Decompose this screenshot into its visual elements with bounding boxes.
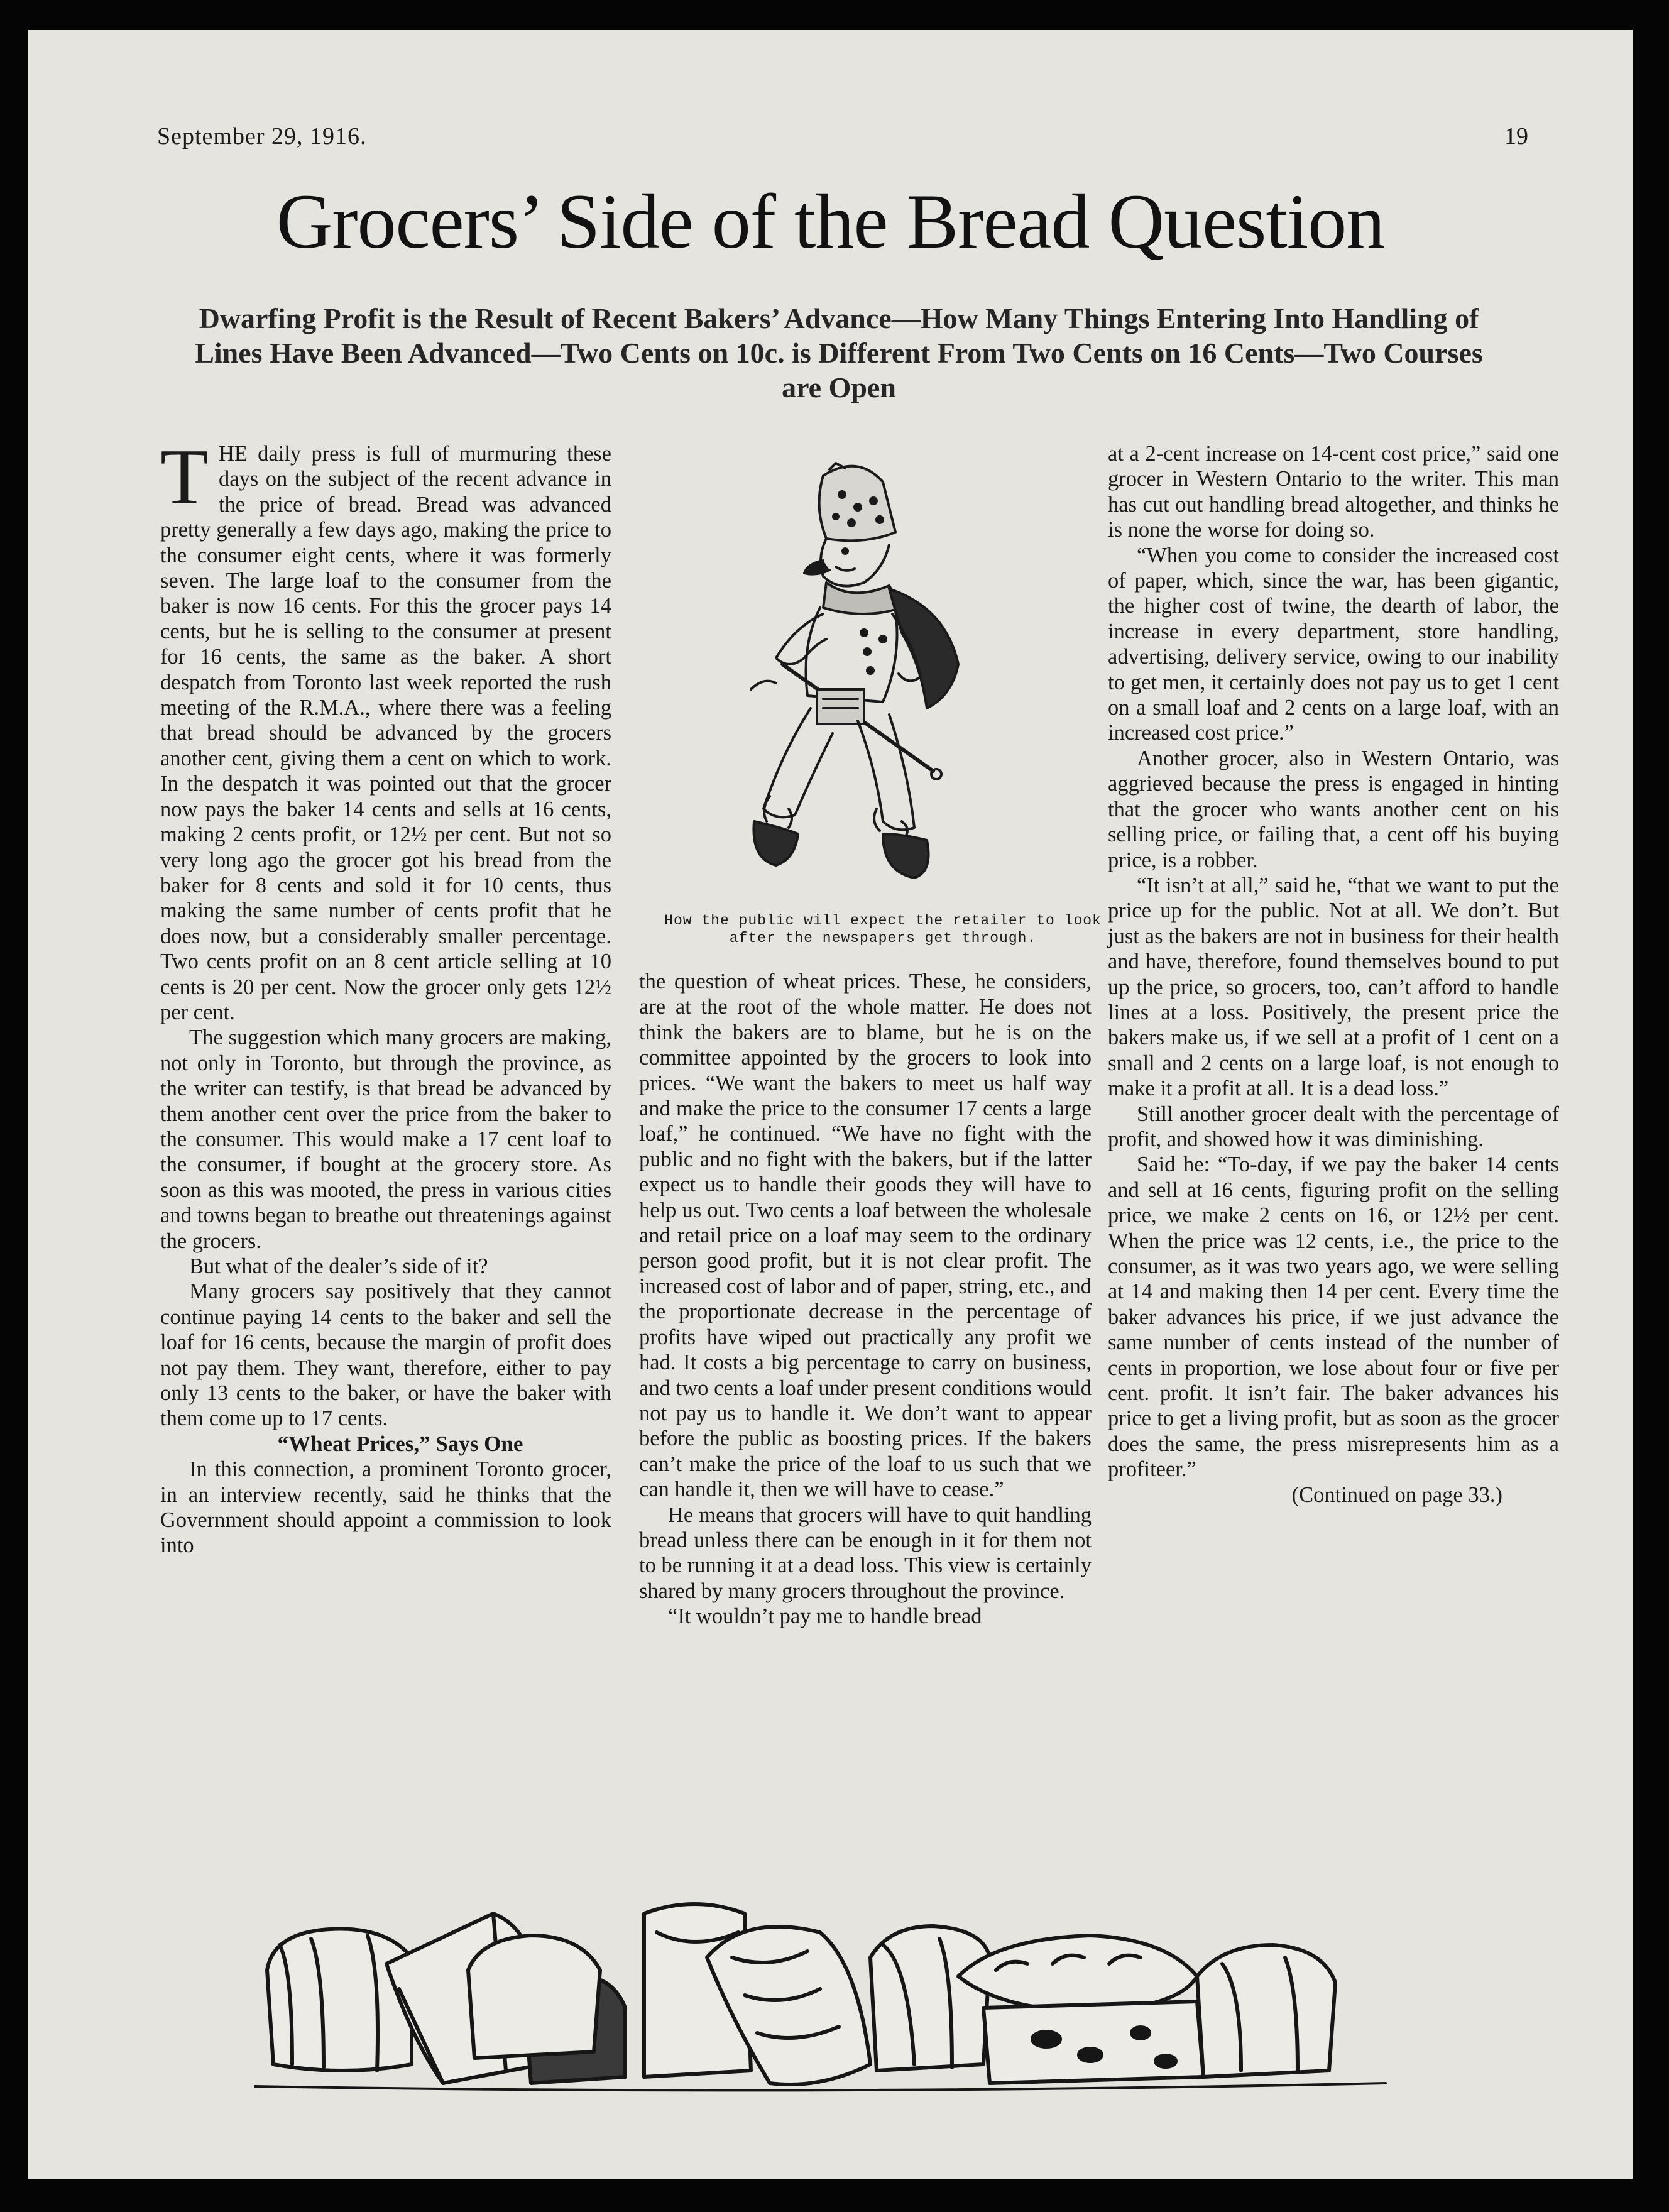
paragraph: Another grocer, also in Western Ontario, was aggrieved because the press is engaged in hinting that the grocer who wants another cent on his selling price, or failing that, a cent off his buying price, is a robber. — [1108, 746, 1559, 872]
continued-note: (Continued on page 33.) — [1291, 1482, 1502, 1507]
paragraph: “It wouldn’t pay me to handle bread — [668, 1604, 982, 1629]
paragraph: Still another grocer dealt with the percentage of profit, and showed how it was diminishing. — [1108, 1102, 1559, 1151]
article-title: Grocers’ Side of the Bread Question — [276, 178, 1385, 265]
paragraph: the question of wheat prices. These, he considers, are at the root of the whole matter. He does not think the bakers are to blame, but he is on the committee appointed by the grocers to look into prices. “We want the bakers to meet us half way and make the price to the consumer 17 cents a large loaf,” he continued. “We have no fight with the public and no fight with the bakers, but if the latter expect us to handle their goods they will have to help us out. Two cents a loaf between the wholesale and retail price on a loaf may seem to the ordinary person good profit, but it is not clear profit. The increased cost of labor and of paper, string, etc., and the proportionate decrease in the percentage of profits have wiped out practically any profit we had. It costs a big percentage to carry on business, and two cents a loaf under present conditions would not pay us to handle it. We don’t want to appear before the public as boosting prices. If the bakers can’t make the price of the loaf to us such that we can handle it, then we will have to cease.” — [639, 970, 1092, 1502]
cartoon-caption: How the public will expect the retailer to look after the newspapers get through. — [664, 912, 1102, 946]
paragraph: at a 2-cent increase on 14-cent cost price,” said one grocer in Western Ontario to the writer. This man has cut out handling bread altogether, and thinks he is none the worse for doing so. — [1108, 442, 1559, 542]
paragraph: Said he: “To-day, if we pay the baker 14 cents and sell at 16 cents, figuring profit on the selling price, we make 2 cents on 16, or 12½ per cent. When the price was 12 cents, i.e., the price to the consumer, as it was two years ago, we were selling at 14 and making then 14 per cent. Every time the baker advances his price, if we just advance the same number of cents instead of the number of cents in proportion, we lose about four or five per cent. profit. It isn’t fair. The baker advances his price to get a living profit, but as soon as the grocer does the same, the press misrepresents him as a profiteer.” — [1108, 1153, 1559, 1482]
column-3 — [1108, 441, 1559, 1508]
article-subtitle: Dwarfing Profit is the Result of Recent Bakers’ Advance—How Many Things Entering Into Handling of Lines Have Been Advanced—Two Cents on 10c. is Different From Two Cents on 16 Cents—Two Courses are Open — [195, 302, 1483, 403]
paragraph: In this connection, a prominent Toronto grocer, in an interview recently, said he thinks that the Government should appoint a commission to look into — [160, 1457, 611, 1558]
paragraph: He means that grocers will have to quit handling bread unless there can be enough in it for them not to be running it at a dead loss. This view is certainly shared by many grocers throughout the province. — [639, 1503, 1092, 1603]
paragraph: “When you come to consider the increased cost of paper, which, since the war, has been gigantic, the higher cost of twine, the dearth of labor, the increase in every department, store handling, advertising, delivery service, owing to our inability to get men, it certainly does not pay us to get 1 cent on a small loaf and 2 cents on a large loaf, with an increased cost price.” — [1108, 543, 1559, 745]
grocer-soldier-cartoon — [694, 457, 1021, 916]
paragraph: “It isn’t at all,” said he, “that we want to put the price up for the public. Not at all. We don’t. But just as the bakers are not in business for their health and have, therefore, found themselves bound to put up the price, so grocers, too, can’t afford to handle lines at a loss. Positively, the present price the bakers make us, if we sell at a profit of 1 cent on a small and 2 cents on a large loaf, is not enough to make it a profit at all. It is a dead loss.” — [1108, 873, 1559, 1101]
column-2 — [639, 969, 1092, 1629]
section-subhead: “Wheat Prices,” Says One — [277, 1431, 523, 1456]
paragraph: The suggestion which many grocers are making, not only in Toronto, but through the province, as the writer can testify, is that bread be advanced by them another cent over the price from the baker to the consumer. This would make a 17 cent loaf to the consumer, if bought at the grocery store. As soon as this was mooted, the press in various cities and towns began to breathe out threatenings against the grocers. — [160, 1026, 611, 1253]
column-1 — [160, 434, 611, 1558]
paragraph — [160, 434, 611, 1025]
paragraph: Many grocers say positively that they cannot continue paying 14 cents to the baker and sell the loaf for 16 cents, because the margin of profit does not pay them. They want, therefore, either to pay only 13 cents to the baker, or have the baker with them come up to 17 cents. — [160, 1279, 611, 1431]
drop-cap: T — [160, 434, 209, 521]
magazine-page — [28, 30, 1633, 2179]
paragraph-text: HE daily press is full of murmuring these days on the subject of the recent advance in the price of bread. Bread was advanced pretty generally a few days ago, making the price to the consumer eight cents, where it was formerly seven. The large loaf to the consumer from the baker is now 16 cents. For this the grocer pays 14 cents, but he is selling to the consumer at present for 16 cents, the same as the baker. A short despatch from Toronto last week reported the rush meeting of the R.M.A., where there was a feeling that bread should be advanced by the grocers another cent, giving them a cent on which to work. In the despatch it was pointed out that the grocer now pays the baker 14 cents and sells at 16 cents, making 2 cents profit, or 12½ per cent. But not so very long ago the grocer got his bread from the baker for 8 cents and sold it for 10 cents, thus making the same number of cents profit that he does now, but a considerably smaller percentage. Two cents profit on an 8 cent article selling at 10 cents is 20 per cent. Now the grocer only gets 12½ per cent. — [160, 442, 611, 1024]
issue-date: September 29, 1916. — [157, 123, 367, 150]
page-number: 19 — [1504, 123, 1528, 150]
paragraph: But what of the dealer’s side of it? — [189, 1254, 488, 1278]
bread-loaves-illustration — [254, 1876, 1411, 2102]
